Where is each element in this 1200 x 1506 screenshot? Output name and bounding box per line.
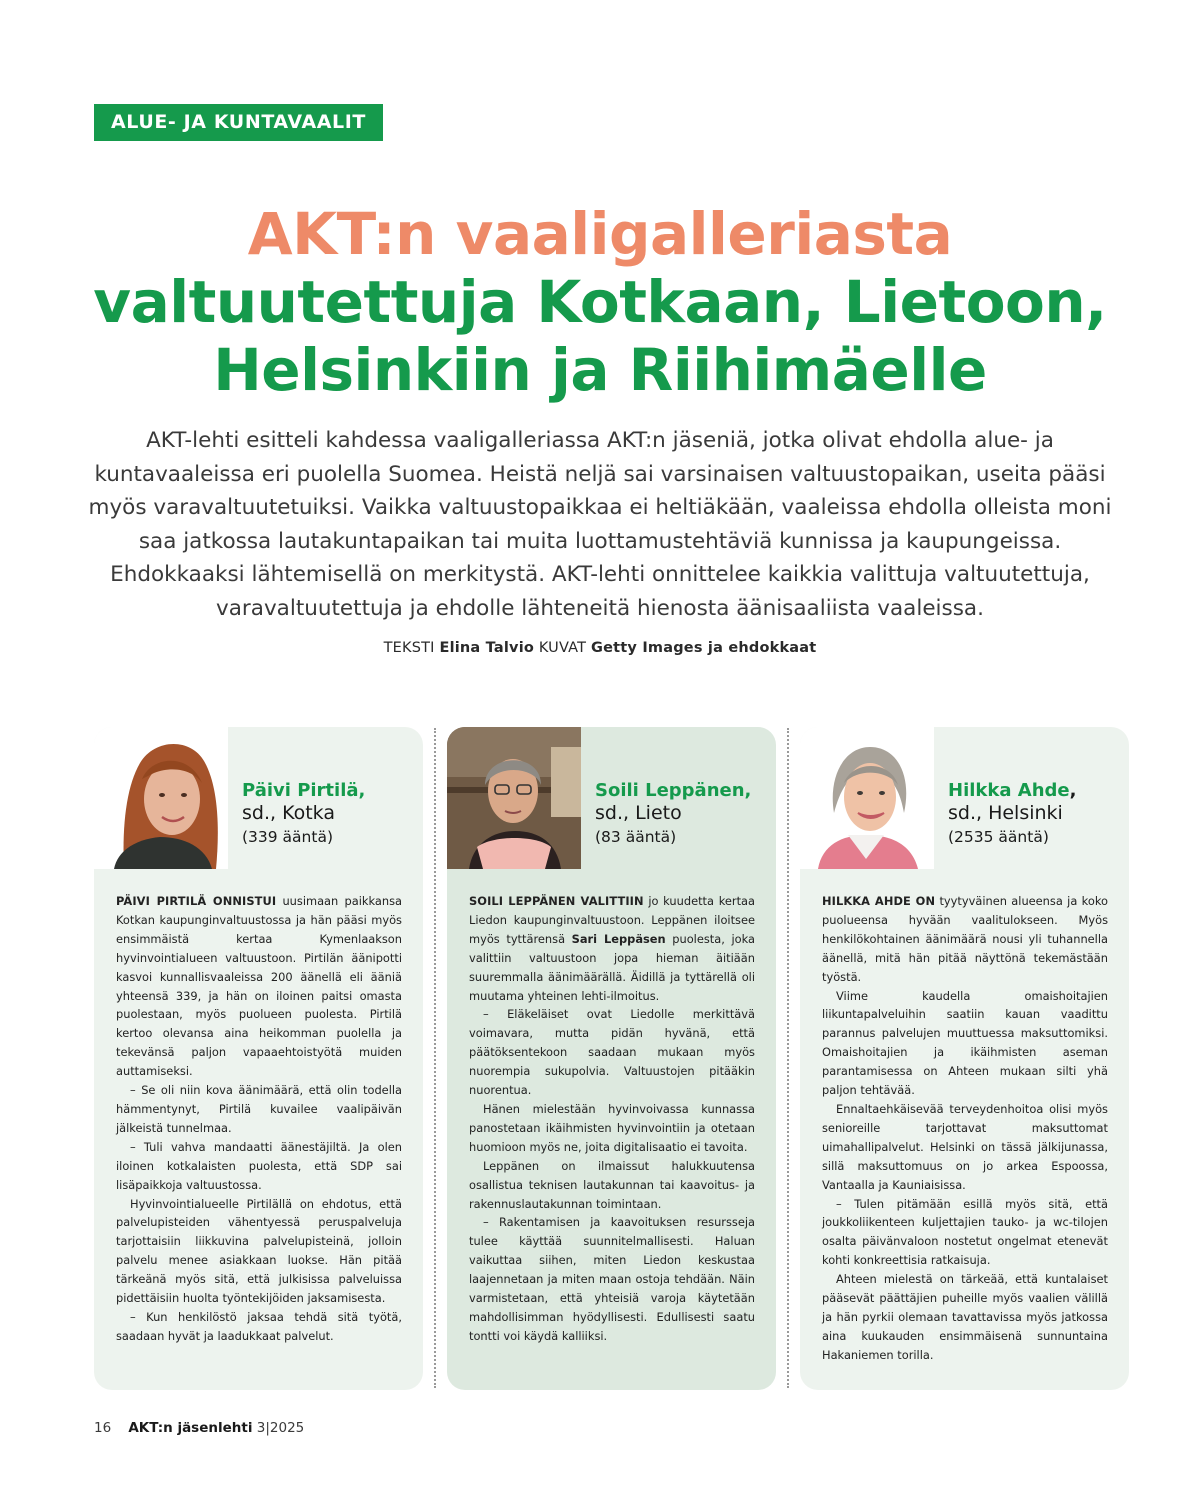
headline [40,200,1160,404]
section-tag: ALUE- JA KUNTAVAALIT [94,104,383,141]
column-divider [787,728,789,1388]
article-paragraph: – Rakentamisen ja kaavoituksen resursseja tulee käyttää suunnitelmallisesti. Haluan vaikuttaa siihen, miten Liedon keskustaa laajennetaan ja miten maan ostoja tehdään. Näin varmistetaan, että yhteisiä varoja käytetään mahdollisimman hyödyllisesti. Edullisesti saatu tontti voi käydä kalliiksi. [469,1215,755,1343]
article-paragraph: – Eläkeläiset ovat Liedolle merkittävä voimavara, mutta pidän hyvänä, että päätöksentekoon saadaan mukaan myös nuorempia sukupolvia. Valtuustojen pitääkin nuorentua. [469,1007,755,1098]
paragraph-text: puolesta, joka valittiin valtuustoon jopa hieman äitiään suuremmalla äänimäärällä. Äidillä ja tyttärellä oli muutama yhteinen lehti-ilmoitus. [469,931,755,1003]
lead-in-caps: HILKKA AHDE ON [822,894,936,908]
candidate-heading [948,779,1128,849]
credits-photo-label: KUVAT [538,640,587,656]
name-comma: , [1069,780,1077,801]
candidate-photo [94,727,228,869]
article-paragraph: Hyvinvointialueelle Pirtilällä on ehdotus, että palvelupisteiden vähentyessä peruspalveluja tarjottaisiin liikkuvina palvelupisteinä, jolloin palvelu menee asiakkaan luokse. Hän pitää tärkeänä myös sitä, että julkisissa palveluissa pidettäisiin huolta työntekijöiden jaksamisesta. [116,1196,402,1306]
lead-in-caps: PÄIVI PIRTILÄ ONNISTUI [116,894,277,908]
candidate-article [469,892,755,1346]
issue-number: 3|2025 [256,1420,305,1436]
name-mention: Sari Leppäsen [571,931,666,946]
credits [0,640,1200,656]
article-paragraph: Leppänen on ilmaissut halukkuutensa osallistua teknisen lautakunnan tai kaavoitus- ja rakennuslautakunnan toimintaan. [469,1158,755,1211]
article-paragraph: Ennaltaehkäisevää terveydenhoitoa olisi myös senioreille tarjottavat maksuttomat uimahallipalvelut. Helsinki on tässä jälkijunassa, sillä maksuttomuus on jo arkea Espoossa, Vantaalla ja Kauniaisissa. [822,1101,1108,1192]
page-footer [94,1420,304,1436]
article-paragraph: Viime kaudella omaishoitajien liikuntapalveluihin saatiin kauan vaadittu parannus palvelujen muuttuessa maksuttomiksi. Omaishoitajien ja ikäihmisten aseman parantamisessa on Ahteen mukaan silti yhä paljon tehtävää. [822,988,1108,1098]
candidate-name-text: Hilkka Ahde [948,780,1070,801]
candidate-heading [242,779,422,849]
article-paragraph: – Se oli niin kova äänimäärä, että olin todella hämmentynyt, Pirtilä kuvailee vaalipäivän jälkeistä tunnelmaa. [116,1083,402,1135]
candidate-name: Soili Leppänen, [595,780,752,801]
candidate-heading [595,779,775,849]
candidate-card-ahde [800,727,1129,1390]
candidate-photo [800,727,934,869]
candidate-party: sd., Kotka [242,802,335,824]
candidate-votes: (83 ääntä) [595,828,677,846]
article-paragraph: Ahteen mielestä on tärkeää, että kuntalaiset pääsevät päättäjien puheille myös vaalien välillä ja hän pyrkii olemaan tavattavissa myös jatkossa aina kuukauden ensimmäisenä sunnuntaina Hakaniemen torilla. [822,1272,1108,1362]
credits-text-name: Elina Talvio [439,640,535,656]
article-paragraph: – Kun henkilöstö jaksaa tehdä sitä työtä, saadaan hyvät ja laadukkaat palvelut. [116,1309,402,1343]
article-paragraph: Hänen mielestään hyvinvoivassa kunnassa panostetaan ikäihmisten hyvinvointiin ja otetaan huomioon myös ne, joita digitalisaatio ei tavoita. [469,1101,755,1154]
headline-line-2: valtuutettuja Kotkaan, Lietoon, [93,268,1107,336]
paragraph-text: jo kuudetta kertaa Liedon kaupunginvaltuustoon. Leppänen iloitsee myös tyttärensä [469,894,755,946]
paragraph-text: tyytyväinen alueensa ja koko puolueensa hyvään vaalitulokseen. Myös henkilökohtainen äänimäärä nousi yli tuhannella äänellä, mitä hän pitää näyttönä tekemästään työstä. [822,894,1108,984]
lead-in-caps: SOILI LEPPÄNEN VALITTIIN [469,894,644,908]
headline-line-3: Helsinkiin ja Riihimäelle [213,336,987,404]
candidate-name [948,779,1128,802]
page-number: 16 [94,1420,112,1436]
candidate-name: Päivi Pirtilä, [242,780,366,801]
column-divider [434,728,436,1388]
paragraph-text: uusimaan paikkansa Kotkan kaupunginvaltuustossa ja hän pääsi myös ensimmäistä kertaa Kymenlaakson hyvinvointialueen valtuustoon. Pirtilän äänipotti kasvoi kunnallisvaaleissa 200 äänellä eli ääniä yhteensä 339, ja hän on iloinen paitsi omasta puolestaan, myös puolueen puolesta. Pirtilä kertoo olevansa aina heikomman puolella ja tekevänsä paljon vapaaehtoistyötä muiden auttamiseksi. [116,894,402,1079]
headline-line-1: AKT:n vaaligalleriasta [247,200,953,268]
article-paragraph [822,892,1108,987]
candidate-card-pirtila [94,727,423,1390]
article-paragraph [469,892,755,1005]
candidate-article [822,892,1108,1365]
article-paragraph [116,892,402,1081]
credits-photo-name: Getty Images ja ehdokkaat [591,640,817,656]
candidate-card-leppanen [447,727,776,1390]
magazine-name: AKT:n jäsenlehti [128,1420,253,1436]
credits-text-label: TEKSTI [383,640,435,656]
candidate-votes: (2535 ääntä) [948,828,1049,846]
candidate-party: sd., Lieto [595,802,682,824]
candidate-photo [447,727,581,869]
lead-paragraph: AKT-lehti esitteli kahdessa vaaligalleriassa AKT:n jäseniä, jotka olivat ehdolla alue- ja kuntavaaleissa eri puolella Suomea. Heistä neljä sai varsinaisen valtuustopaikan, useita pääsi myös varavaltuutetuiksi. Vaikka valtuustopaikkaa ei heltiäkään, vaaleissa ehdolla olleista moni saa jatkossa lautakuntapaikan tai muita luottamustehtäviä kunnissa ja kaupungeissa. Ehdokkaaksi lähtemisellä on merkitystä. AKT-lehti onnittelee kaikkia valittuja valtuutettuja, varavaltuutettuja ja ehdolle lähteneitä hienosta äänisaaliista vaaleissa. [88,428,1112,621]
candidate-votes: (339 ääntä) [242,828,334,846]
candidate-article [116,892,402,1346]
article-paragraph: – Tuli vahva mandaatti äänestäjiltä. Ja olen iloinen kotkalaisten puolesta, että SDP sai lisäpaikkoja valtuustossa. [116,1139,402,1192]
candidate-party: sd., Helsinki [948,802,1063,824]
article-paragraph: – Tulen pitämään esillä myös sitä, että joukkoliikenteen kuljettajien tauko- ja wc-tilojen osalta päivänvaloon nostetut ongelmat etenevät kohti konkreettisia ratkaisuja. [822,1196,1108,1268]
